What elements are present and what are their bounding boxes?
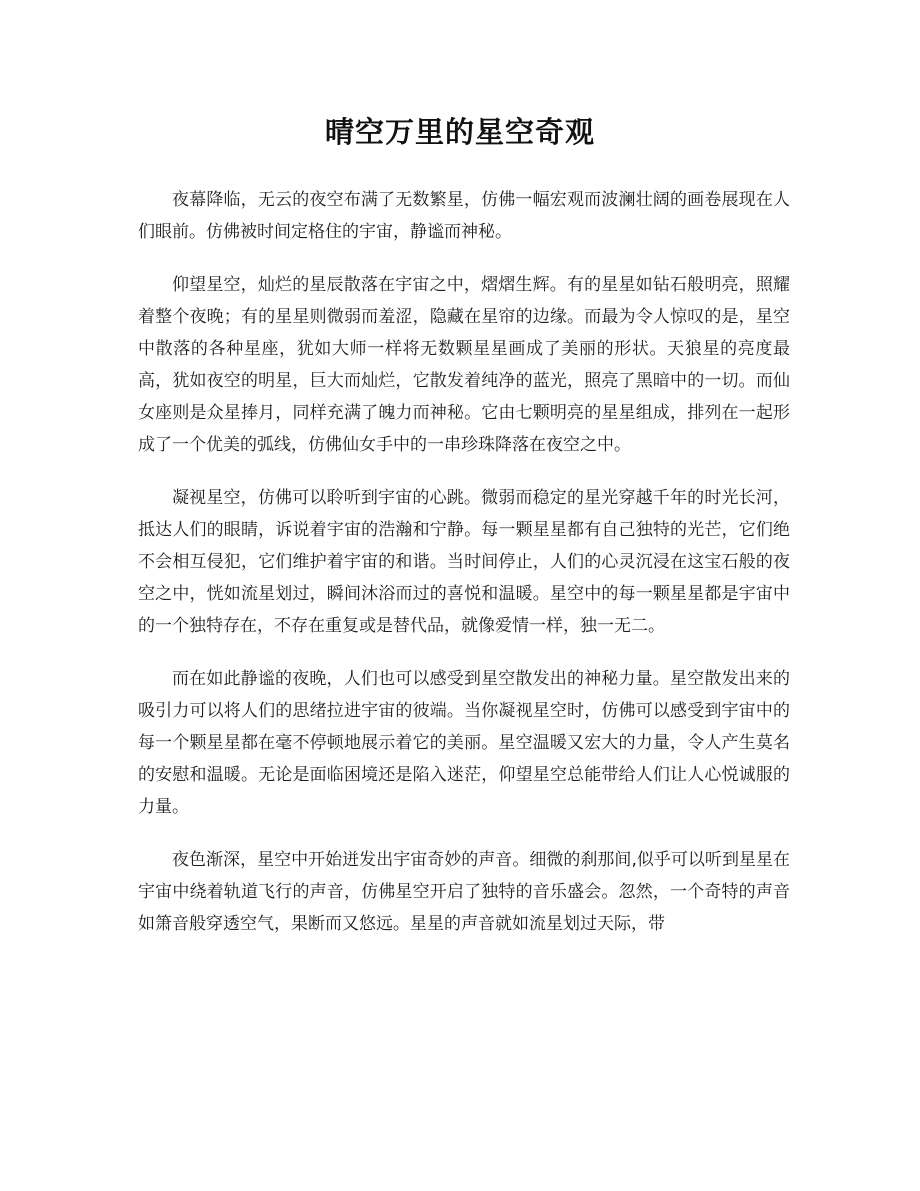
page-title: 晴空万里的星空奇观 — [324, 115, 595, 149]
document-body — [138, 184, 790, 961]
paragraph-1: 夜幕降临，无云的夜空布满了无数繁星，仿佛一幅宏观而波澜壮阔的画卷展现在人们眼前。仿佛被时间定格住的宇宙，静谧而神秘。 — [138, 190, 790, 242]
paragraph-4: 而在如此静谧的夜晚，人们也可以感受到星空散发出的神秘力量。星空散发出来的吸引力可以将人们的思绪拉进宇宙的彼端。当你凝视星空时，仿佛可以感受到宇宙中的每一个颗星星都在毫不停顿地展示着它的美丽。星空温暖又宏大的力量，令人产生莫名的安慰和温暖。无论是面临困境还是陷入迷茫，仰望星空总能带给人们让人心悦诚服的力量。 — [138, 669, 790, 817]
paragraph-3: 凝视星空，仿佛可以聆听到宇宙的心跳。微弱而稳定的星光穿越千年的时光长河，抵达人们的眼睛，诉说着宇宙的浩瀚和宁静。每一颗星星都有自己独特的光芒，它们绝不会相互侵犯，它们维护着宇宙的和谐。当时间停止，人们的心灵沉浸在这宝石般的夜空之中，恍如流星划过，瞬间沐浴而过的喜悦和温暖。星空中的每一颗星星都是宇宙中的一个独特存在，不存在重复或是替代品，就像爱情一样，独一无二。 — [138, 488, 790, 636]
paragraph-2: 仰望星空，灿烂的星辰散落在宇宙之中，熠熠生辉。有的星星如钻石般明亮，照耀着整个夜晚；有的星星则微弱而羞涩，隐藏在星帘的边缘。而最为令人惊叹的是，星空中散落的各种星座，犹如大师一样将无数颗星星画成了美丽的形状。天狼星的亮度最高，犹如夜空的明星，巨大而灿烂，它散发着纯净的蓝光，照亮了黑暗中的一切。而仙女座则是众星捧月，同样充满了魄力而神秘。它由七颗明亮的星星组成，排列在一起形成了一个优美的弧线，仿佛仙女手中的一串珍珠降落在夜空之中。 — [138, 275, 790, 455]
paragraph-5: 夜色渐深，星空中开始迸发出宇宙奇妙的声音。细微的刹那间,似乎可以听到星星在宇宙中绕着轨道飞行的声音，仿佛星空开启了独特的音乐盛会。忽然，一个奇特的声音如箫音般穿透空气，果断而又悠远。星星的声音就如流星划过天际，带 — [138, 850, 790, 934]
